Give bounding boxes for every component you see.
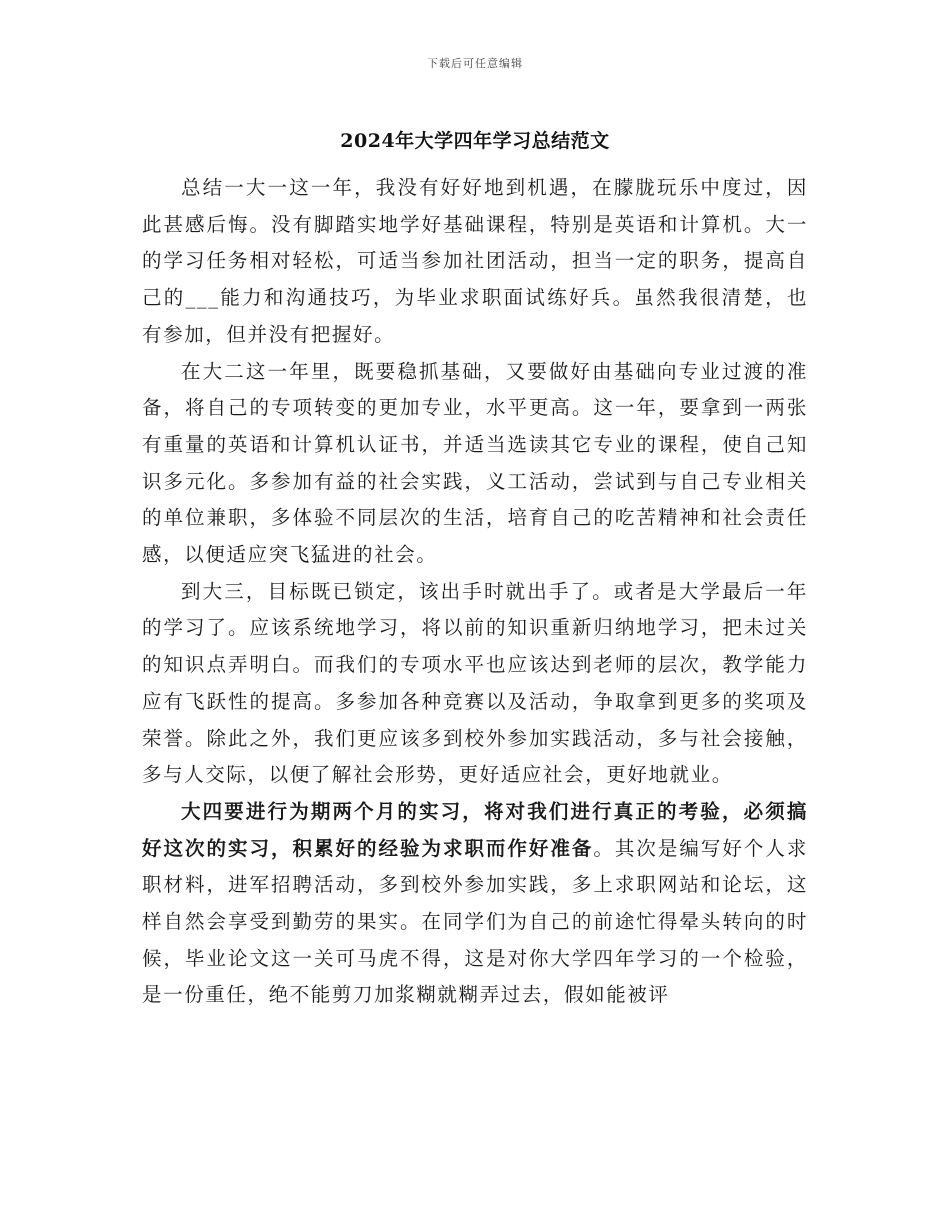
paragraph-1: 总结一大一这一年，我没有好好地到机遇，在朦胧玩乐中度过，因此甚感后悔。没有脚踏实地学好基础课程，特别是英语和计算机。大一的学习任务相对轻松，可适当参加社团活动，担当一定的职务，提高自己的___能力和沟通技巧，为毕业求职面试练好兵。虽然我很清楚，也有参加，但并没有把握好。 bbox=[142, 176, 808, 346]
paragraph-4 bbox=[142, 794, 808, 1014]
header-note: 下载后可任意编辑 bbox=[427, 57, 523, 70]
paragraph-2: 在大二这一年里，既要稳抓基础，又要做好由基础向专业过渡的准备，将自己的专项转变的更加专业，水平更高。这一年，要拿到一两张有重量的英语和计算机认证书，并适当选读其它专业的课程，使自己知识多元化。多参加有益的社会实践，义工活动，尝试到与自己专业相关的单位兼职，多体验不同层次的生活，培育自己的吃苦精神和社会责任感，以便适应突飞猛进的社会。 bbox=[142, 359, 808, 567]
document-title: 2024年大学四年学习总结范文 bbox=[340, 130, 610, 152]
paragraph-3: 到大三，目标既已锁定，该出手时就出手了。或者是大学最后一年的学习了。应该系统地学习，将以前的知识重新归纳地学习，把未过关的知识点弄明白。而我们的专项水平也应该达到老师的层次，教学能力应有飞跃性的提高。多参加各种竞赛以及活动，争取拿到更多的奖项及荣誉。除此之外，我们更应该多到校外参加实践活动，多与社会接触，多与人交际，以便了解社会形势，更好适应社会，更好地就业。 bbox=[142, 579, 808, 787]
paragraph-4-bold-text: 大四要进行为期两个月的实习，将对我们进行真正的考验，必须搞好这次的实习，积累好的经验为求职而作好准备 bbox=[142, 799, 808, 860]
document-body bbox=[142, 170, 808, 1014]
paragraph-4-text: 。其次是编写好个人求职材料，进军招聘活动，多到校外参加实践，多上求职网站和论坛，这样自然会享受到勤劳的果实。在同学们为自己的前途忙得晕头转向的时候，毕业论文这一关可马虎不得，这是对你大学四年学习的一个检验，是一份重任，绝不能剪刀加浆糊就糊弄过去，假如能被评 bbox=[142, 836, 808, 1007]
